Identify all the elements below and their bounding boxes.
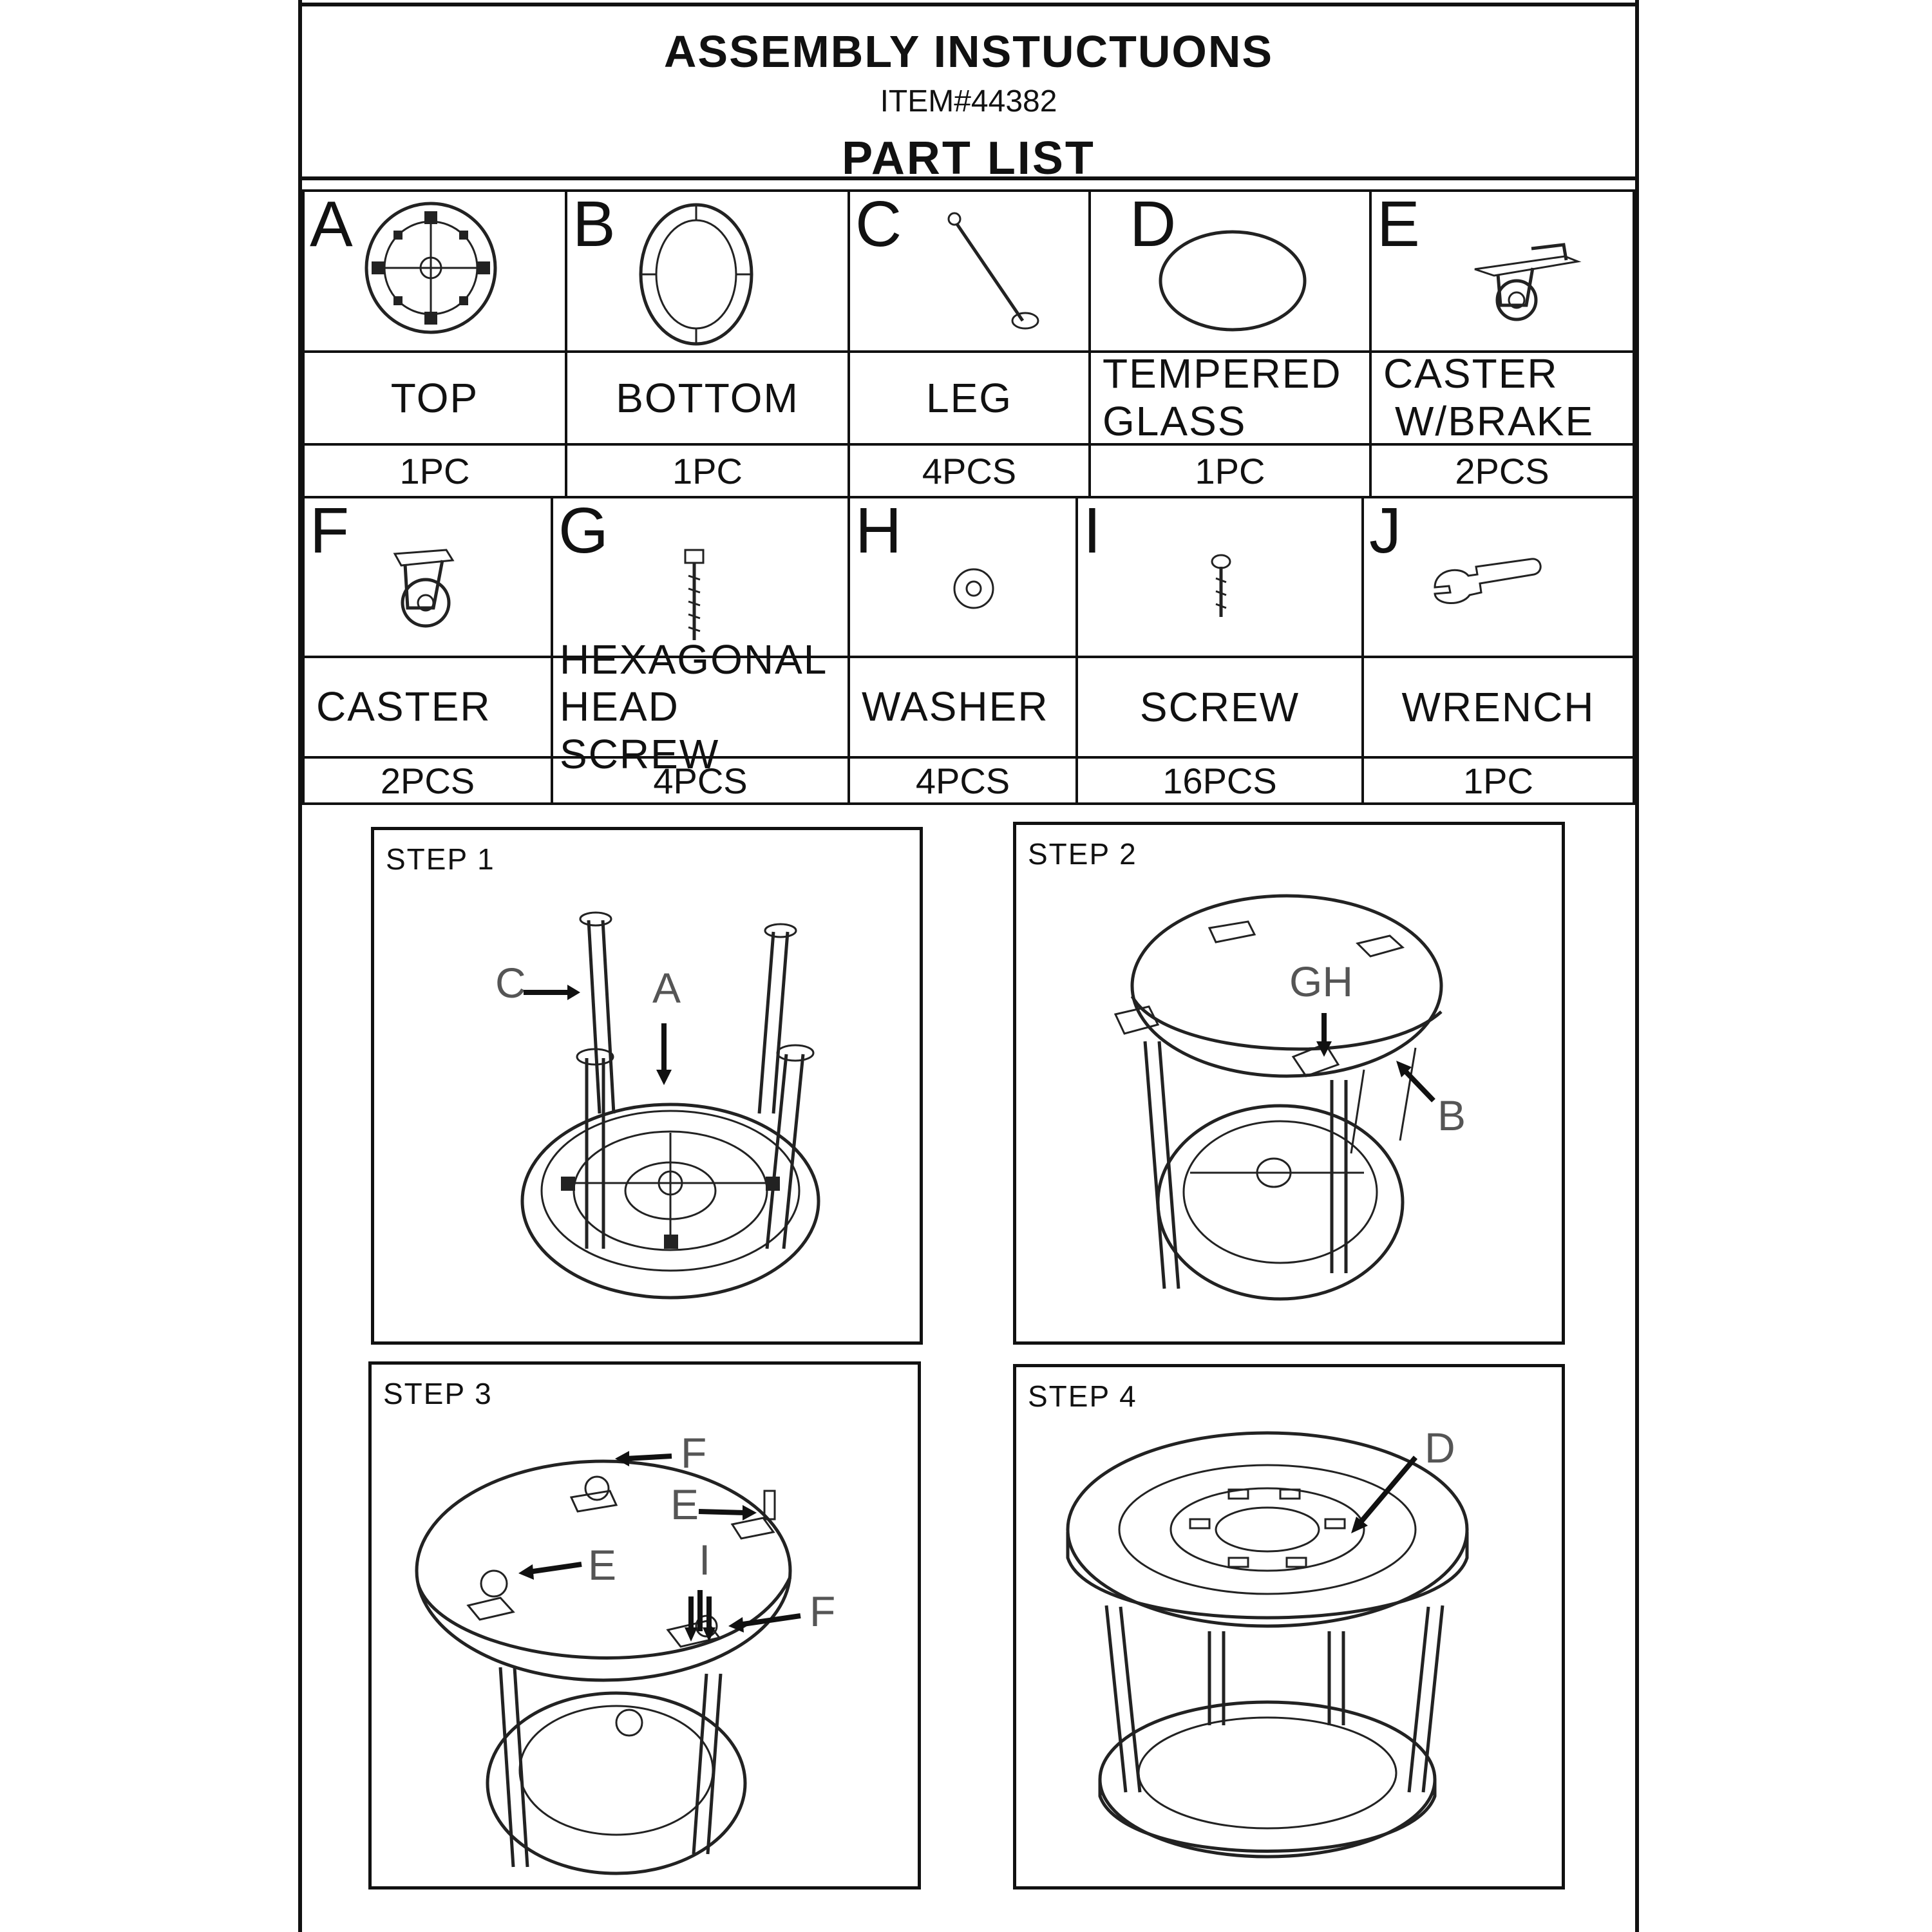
part-letter: G [558,495,609,567]
part-c-qty: 4PCS [848,443,1091,498]
caster-icon [305,495,556,661]
part-letter: C [855,188,902,260]
step-3-panel [368,1361,921,1889]
part-g-name: HEXAGONAL HEAD SCREW [551,656,850,759]
step-4-panel [1013,1364,1565,1889]
part-e-qty: 2PCS [1369,443,1635,498]
callout-b: B [1437,1092,1466,1139]
ring-bottom-icon [567,188,853,355]
callout-d: D [1425,1424,1455,1472]
step-2-illustration [1016,825,1568,1348]
part-f-name: CASTER [302,656,553,759]
washer-icon [850,495,1081,661]
part-a-name: TOP [302,350,567,446]
part-h-qty: 4PCS [848,756,1078,805]
screw-icon [1078,495,1367,661]
callout-f-top: F [681,1429,707,1477]
step-1-panel [371,827,923,1345]
part-b-qty: 1PC [565,443,850,498]
part-e-name: CASTER W/BRAKE [1369,350,1635,446]
part-h-picture-cell [848,496,1078,658]
part-a-picture-cell [302,189,567,353]
part-letter: A [310,188,353,260]
part-a-qty: 1PC [302,443,567,498]
callout-f-bottom: F [810,1587,836,1635]
part-d-name: TEMPERED GLASS [1088,350,1372,446]
part-i-qty: 16PCS [1075,756,1364,805]
part-letter: F [310,495,350,567]
part-i-name: SCREW [1075,656,1364,759]
callout-c: C [495,959,526,1007]
part-c-picture-cell [848,189,1091,353]
part-h-name: WASHER [848,656,1078,759]
part-e-picture-cell [1369,189,1635,353]
header [302,6,1635,184]
part-c-name: LEG [848,350,1091,446]
part-f-picture-cell [302,496,553,658]
callout-gh: GH [1289,958,1353,1005]
step-1-illustration [374,830,926,1348]
leg-icon [850,188,1094,355]
step-1-label: STEP 1 [386,842,495,876]
item-number: ITEM#44382 [880,84,1057,118]
part-letter: E [1377,188,1420,260]
step-2-label: STEP 2 [1028,837,1137,871]
step-2-panel [1013,822,1565,1345]
part-letter: J [1369,495,1401,567]
part-letter: B [573,188,616,260]
step-3-label: STEP 3 [383,1377,493,1410]
part-letter: H [855,495,902,567]
callout-i: I [699,1536,711,1584]
part-b-name: BOTTOM [565,350,850,446]
part-g-qty: 4PCS [551,756,850,805]
document-title: ASSEMBLY INSTUCTUONS [663,26,1274,77]
part-letter: D [1130,188,1177,260]
part-f-qty: 2PCS [302,756,553,805]
part-j-name: WRENCH [1361,656,1635,759]
glass-disc-icon [1091,188,1374,355]
caster-brake-icon [1372,188,1638,355]
step-4-label: STEP 4 [1028,1379,1137,1413]
step-3-illustration [372,1365,924,1893]
part-d-qty: 1PC [1088,443,1372,498]
callout-e-right: E [670,1481,699,1528]
part-list-heading: PART LIST [842,133,1095,184]
part-d-picture-cell [1088,189,1372,353]
part-i-picture-cell [1075,496,1364,658]
step-4-illustration [1016,1367,1568,1893]
wrench-icon [1364,495,1638,661]
part-g-picture-cell [551,496,850,658]
part-j-picture-cell [1361,496,1635,658]
part-j-qty: 1PC [1361,756,1635,805]
callout-a: A [652,964,681,1012]
round-top-icon [305,188,570,355]
part-b-picture-cell [565,189,850,353]
callout-e-left: E [588,1541,617,1589]
part-letter: I [1083,495,1101,567]
